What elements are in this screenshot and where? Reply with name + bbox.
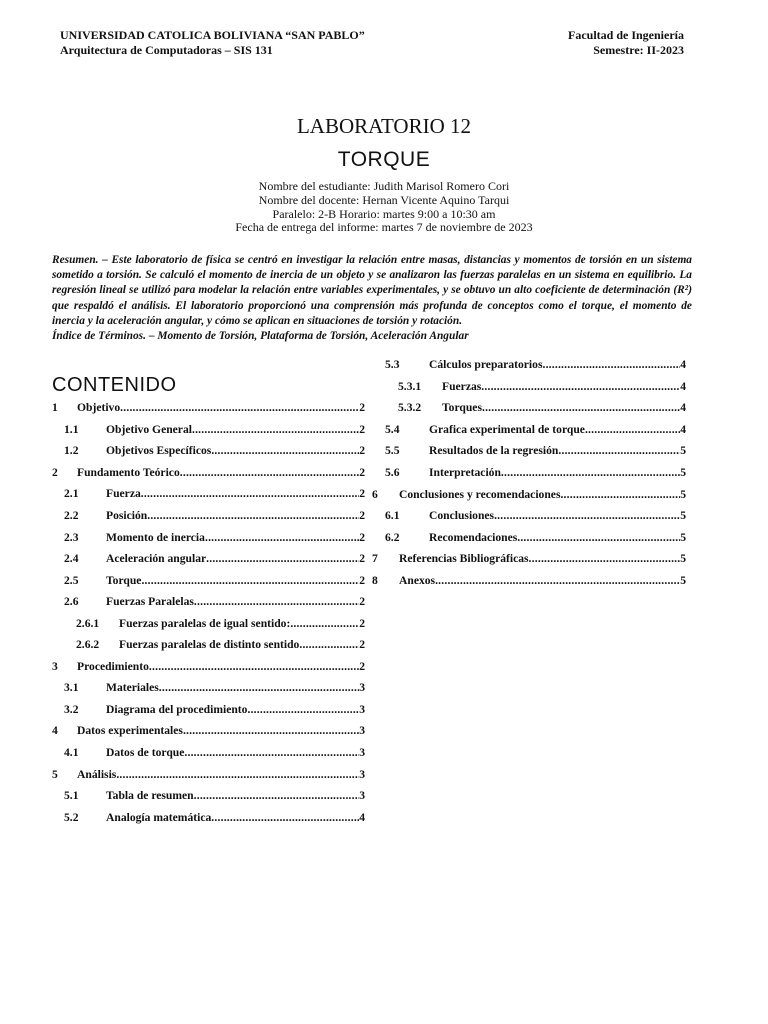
document-title: LABORATORIO 12 — [296, 114, 472, 138]
toc-entry-title: Objetivos Específicos — [106, 444, 212, 458]
toc-entry[interactable] — [52, 483, 365, 505]
toc-entry-number: 2.6.1 — [76, 616, 100, 630]
toc-entry-number: 2 — [52, 465, 58, 479]
toc-entry-title: Referencias Bibliográficas — [399, 552, 529, 566]
toc-entry-page: 3 — [359, 789, 365, 803]
toc-entry-number: 2.3 — [64, 530, 79, 544]
toc-entry-number: 6 — [372, 487, 378, 501]
toc-entry-number: 4.1 — [64, 746, 79, 760]
toc-entry-page: 2 — [359, 509, 365, 522]
toc-heading: CONTENIDO — [52, 374, 177, 396]
toc-entry-page: 4 — [680, 379, 686, 393]
toc-entry-title: Fundamento Teórico — [77, 465, 180, 479]
toc-entry-number: 3.1 — [64, 681, 79, 695]
toc-entry[interactable] — [52, 763, 365, 785]
schedule: Paralelo: 2-B Horario: martes 9:00 a 10:30 am — [272, 206, 496, 221]
abstract-summary: Resumen. – Este laboratorio de física se centró en investigar la relación entre masas, distancias y momentos de torsión en un sistema sometido a torsión. Se calculó el momento de inercia de un objeto y se analizaron las fuerzas paralelas en un sistema en equilibrio. La regresión lineal se utilizó para modelar la relación entre variables experimentales, y se obtuvo un alto coeficiente de determinación (R²) que respaldó el análisis. El laboratorio proporcionó una comprensión más profunda de conceptos como el torque, el momento de inercia y la aceleración angular, y cómo se aplican en situaciones de torsión y rotación. — [52, 254, 692, 327]
toc-entry-title: Objetivo General — [106, 422, 192, 436]
toc-leader-dots — [494, 509, 680, 522]
toc-leader-dots — [560, 488, 680, 501]
toc-entry[interactable] — [52, 419, 365, 441]
toc-entry-title: Torques — [442, 401, 482, 415]
toc-leader-dots — [585, 423, 680, 436]
toc-entry[interactable] — [372, 354, 686, 376]
toc-entry-number: 2.2 — [64, 509, 79, 522]
toc-entry[interactable] — [52, 505, 365, 527]
toc-entry-number: 3 — [52, 659, 58, 673]
header-right — [568, 28, 684, 58]
toc-entry-page: 2 — [359, 616, 365, 630]
toc-leader-dots — [149, 660, 359, 673]
toc-leader-dots — [194, 789, 360, 802]
toc-entry-page: 2 — [359, 595, 365, 609]
toc-entry-number: 5.5 — [385, 444, 400, 458]
toc-entry-title: Interpretación — [429, 466, 501, 479]
toc-entry-number: 5.4 — [385, 422, 400, 436]
toc-column-left — [52, 397, 365, 828]
toc-entry-page: 4 — [680, 358, 686, 372]
toc-leader-dots — [159, 681, 359, 694]
toc-entry[interactable] — [372, 505, 686, 527]
toc-leader-dots — [206, 552, 359, 565]
toc-entry-title: Fuerzas paralelas de igual sentido: — [119, 616, 291, 630]
toc-entry-title: Recomendaciones — [429, 530, 518, 544]
toc-entry-page: 5 — [680, 466, 686, 479]
teacher-name: Nombre del docente: Hernan Vicente Aquino Tarqui — [258, 192, 510, 207]
toc-entry-number: 5.1 — [64, 789, 79, 803]
toc-entry-title: Fuerzas Paralelas — [106, 595, 194, 609]
toc-entry-number: 1.1 — [64, 422, 79, 436]
toc-entry[interactable] — [372, 397, 686, 419]
toc-entry-title: Cálculos preparatorios — [429, 358, 543, 372]
university-name: UNIVERSIDAD CATOLICA BOLIVIANA “SAN PABLO” — [60, 28, 365, 42]
toc-entry-page: 3 — [359, 767, 365, 781]
toc-entry-number: 6.2 — [385, 530, 400, 544]
toc-entry[interactable] — [52, 656, 365, 678]
toc-leader-dots — [205, 531, 359, 544]
toc-entry[interactable] — [52, 806, 365, 828]
toc-entry[interactable] — [52, 742, 365, 764]
toc-entry-number: 6.1 — [385, 509, 400, 523]
toc-entry-number: 5 — [52, 767, 58, 781]
toc-entry-title: Fuerzas — [442, 379, 482, 393]
toc-entry-number: 8 — [372, 573, 378, 587]
toc-entry[interactable] — [372, 569, 686, 591]
toc-entry-page: 2 — [359, 465, 365, 479]
toc-entry-number: 4 — [52, 724, 58, 738]
toc-entry-page: 2 — [359, 573, 365, 587]
toc-entry-title: Anexos — [399, 573, 436, 587]
toc-entry-title: Fuerza — [106, 487, 141, 501]
toc-entry-page: 4 — [680, 401, 686, 415]
toc-entry[interactable] — [52, 785, 365, 807]
toc-entry-title: Procedimiento — [77, 659, 149, 673]
delivery-date: Fecha de entrega del informe: martes 7 de noviembre de 2023 — [235, 220, 533, 235]
toc-entry[interactable] — [52, 699, 365, 721]
toc-entry-page: 2 — [359, 659, 365, 673]
toc-entry-title: Tabla de resumen — [106, 789, 194, 803]
toc-entry-number: 2.5 — [64, 573, 79, 587]
toc-leader-dots — [192, 423, 359, 436]
toc-leader-dots — [481, 380, 680, 393]
toc-entry[interactable] — [52, 677, 365, 699]
toc-entry-number: 5.6 — [385, 466, 400, 479]
toc-entry-page: 3 — [359, 702, 365, 716]
author-info — [0, 180, 768, 235]
toc-column-right — [372, 354, 686, 591]
toc-entry-number: 2.1 — [64, 487, 79, 501]
toc-entry-number: 2.6 — [64, 595, 79, 609]
toc-entry[interactable] — [52, 720, 365, 742]
toc-entry-number: 1 — [52, 401, 58, 415]
toc-entry-title: Datos de torque — [106, 746, 185, 760]
toc-entry-number: 2.6.2 — [76, 638, 100, 652]
toc-leader-dots — [116, 768, 359, 781]
toc-leader-dots — [482, 401, 680, 414]
toc-entry-page: 5 — [680, 552, 686, 566]
toc-leader-dots — [435, 574, 680, 587]
index-terms: Índice de Términos. – Momento de Torsión, Plataforma de Torsión, Aceleración Angular — [52, 330, 469, 343]
toc-entry-title: Grafica experimental de torque — [429, 422, 585, 436]
toc-entry[interactable] — [52, 462, 365, 484]
toc-entry[interactable] — [372, 483, 686, 505]
toc-entry-number: 5.3 — [385, 358, 400, 372]
toc-entry-page: 2 — [359, 401, 365, 415]
toc-entry-page: 2 — [359, 444, 365, 458]
toc-leader-dots — [184, 746, 359, 759]
toc-entry-page: 2 — [359, 422, 365, 436]
toc-entry[interactable] — [52, 612, 365, 634]
toc-leader-dots — [558, 444, 680, 457]
toc-entry-title: Datos experimentales — [77, 724, 183, 738]
toc-leader-dots — [183, 724, 359, 737]
toc-entry[interactable] — [372, 526, 686, 548]
toc-leader-dots — [120, 401, 359, 414]
toc-entry-number: 3.2 — [64, 702, 79, 716]
toc-leader-dots — [517, 531, 680, 544]
toc-entry[interactable] — [52, 440, 365, 462]
toc-entry[interactable] — [52, 526, 365, 548]
toc-leader-dots — [247, 703, 359, 716]
toc-entry-title: Análisis — [77, 767, 117, 781]
faculty-name: Facultad de Ingeniería — [568, 28, 684, 42]
toc-entry-title: Fuerzas paralelas de distinto sentido — [119, 638, 300, 652]
toc-entry-page: 2 — [359, 552, 365, 566]
toc-entry-title: Resultados de la regresión — [429, 444, 559, 458]
toc-entry-page: 5 — [680, 509, 686, 523]
toc-entry-title: Objetivo — [77, 401, 121, 415]
abstract — [52, 253, 692, 344]
toc-leader-dots — [194, 595, 359, 608]
toc-entry-page: 5 — [680, 530, 686, 544]
toc-entry-page: 3 — [359, 724, 365, 738]
toc-entry-title: Materiales — [106, 681, 159, 695]
semester-label: Semestre: II-2023 — [593, 43, 684, 57]
toc-entry[interactable] — [52, 569, 365, 591]
toc-entry-title: Diagrama del procedimiento — [106, 702, 248, 716]
toc-entry-page: 4 — [680, 422, 686, 436]
toc-leader-dots — [141, 487, 359, 500]
toc-entry-title: Aceleración angular — [106, 552, 207, 566]
toc-entry[interactable] — [52, 591, 365, 613]
toc-entry-title: Torque — [106, 573, 142, 587]
toc-entry-page: 3 — [359, 681, 365, 695]
course-name: Arquitectura de Computadoras – SIS 131 — [60, 43, 273, 57]
toc-leader-dots — [529, 552, 681, 565]
document-subtitle: TORQUE — [337, 148, 431, 171]
toc-leader-dots — [501, 466, 680, 479]
toc-entry[interactable] — [372, 419, 686, 441]
toc-leader-dots — [141, 574, 359, 587]
toc-entry-title: Conclusiones y recomendaciones — [399, 487, 561, 501]
toc-leader-dots — [299, 638, 359, 651]
toc-entry-number: 5.2 — [64, 810, 79, 824]
toc-leader-dots — [542, 358, 680, 371]
toc-entry[interactable] — [52, 397, 365, 419]
toc-leader-dots — [290, 617, 359, 630]
toc-entry-page: 2 — [359, 638, 365, 652]
toc-entry-number: 5.3.2 — [398, 401, 422, 415]
toc-entry-page: 2 — [359, 487, 365, 501]
toc-entry[interactable] — [372, 548, 686, 570]
toc-entry-title: Posición — [106, 509, 148, 522]
toc-entry[interactable] — [372, 376, 686, 398]
toc-entry-title: Analogía matemática — [106, 810, 212, 824]
toc-entry-title: Conclusiones — [429, 509, 495, 523]
toc-entry-page: 3 — [359, 746, 365, 760]
toc-entry-number: 7 — [372, 552, 378, 566]
toc-entry-number: 2.4 — [64, 552, 79, 566]
toc-entry[interactable] — [52, 548, 365, 570]
toc-entry-page: 5 — [680, 444, 686, 458]
header-left — [60, 28, 365, 58]
toc-leader-dots — [211, 811, 359, 824]
toc-entry-page: 2 — [359, 530, 365, 544]
toc-entry-page: 5 — [680, 487, 686, 501]
toc-leader-dots — [180, 466, 359, 479]
toc-entry-title: Momento de inercia — [106, 530, 205, 544]
toc-entry-page: 4 — [359, 810, 365, 824]
toc-entry-number: 1.2 — [64, 444, 79, 458]
toc-entry-number: 5.3.1 — [398, 379, 422, 393]
toc-entry[interactable] — [372, 462, 686, 484]
toc-leader-dots — [147, 509, 359, 522]
toc-entry[interactable] — [52, 634, 365, 656]
toc-leader-dots — [211, 444, 359, 457]
toc-entry-page: 5 — [680, 573, 686, 587]
toc-entry[interactable] — [372, 440, 686, 462]
student-name: Nombre del estudiante: Judith Marisol Romero Cori — [258, 179, 510, 193]
